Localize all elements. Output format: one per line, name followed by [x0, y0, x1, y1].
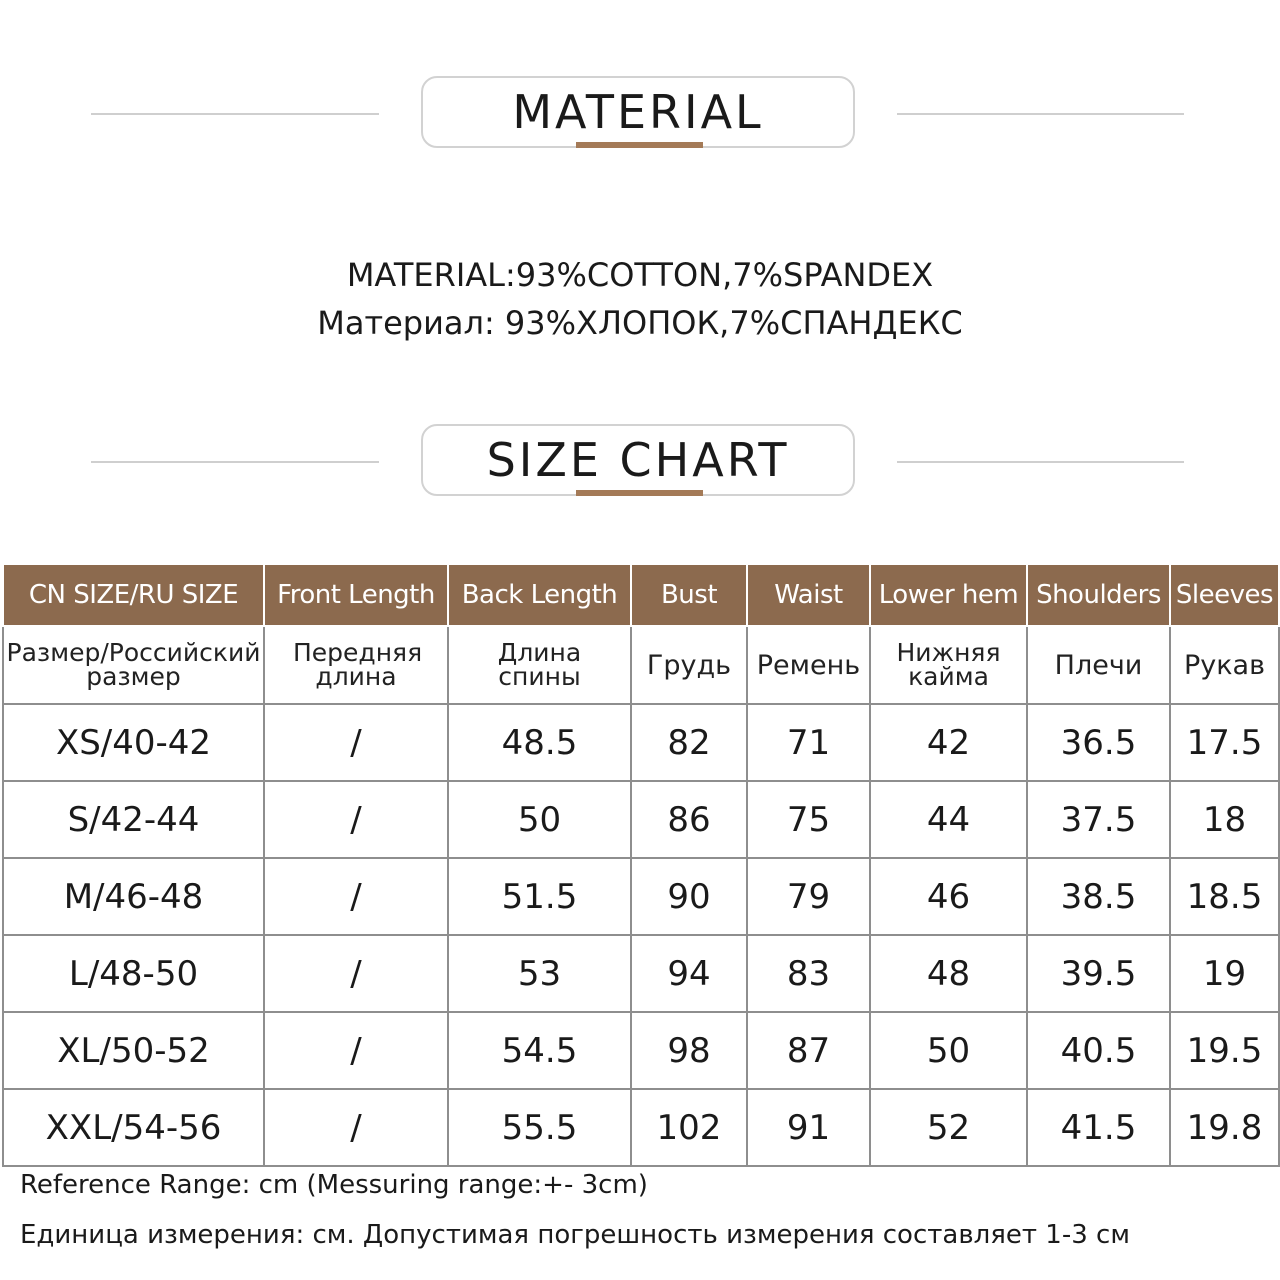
waist-cell: 83	[747, 935, 870, 1012]
header-cn-size: CN SIZE/RU SIZE	[3, 564, 264, 626]
header-sleeves: Sleeves	[1170, 564, 1279, 626]
header-row-ru	[3, 626, 1279, 704]
lower-hem-cell: 48	[870, 935, 1027, 1012]
bust-cell: 94	[631, 935, 747, 1012]
left-divider	[91, 113, 379, 115]
reference-range-note-ru: Единица измерения: см. Допустимая погрешность измерения составляет 1-3 см	[20, 1220, 1130, 1250]
lower-hem-cell: 44	[870, 781, 1027, 858]
lower-hem-cell: 50	[870, 1012, 1027, 1089]
back-length-cell: 48.5	[448, 704, 631, 781]
bust-cell: 90	[631, 858, 747, 935]
bust-cell: 86	[631, 781, 747, 858]
sleeves-cell: 19	[1170, 935, 1279, 1012]
shoulders-cell: 40.5	[1027, 1012, 1170, 1089]
header-waist: Waist	[747, 564, 870, 626]
size-cell: XL/50-52	[3, 1012, 264, 1089]
back-length-cell: 53	[448, 935, 631, 1012]
front-length-cell: /	[264, 935, 448, 1012]
table-row	[3, 1012, 1279, 1089]
title-underline-accent	[576, 142, 703, 148]
shoulders-cell: 39.5	[1027, 935, 1170, 1012]
left-divider	[91, 461, 379, 463]
sleeves-cell: 18.5	[1170, 858, 1279, 935]
header-ru-back-length: Длина спины	[448, 626, 631, 704]
bust-cell: 82	[631, 704, 747, 781]
bust-cell: 98	[631, 1012, 747, 1089]
header-ru-lower-hem: Нижняя кайма	[870, 626, 1027, 704]
header-lower-hem: Lower hem	[870, 564, 1027, 626]
waist-cell: 79	[747, 858, 870, 935]
right-divider	[897, 461, 1184, 463]
size-chart-table	[2, 563, 1280, 1167]
header-ru-front-length: Передняя длина	[264, 626, 448, 704]
front-length-cell: /	[264, 704, 448, 781]
waist-cell: 75	[747, 781, 870, 858]
header-ru-bust: Грудь	[631, 626, 747, 704]
shoulders-cell: 37.5	[1027, 781, 1170, 858]
material-composition-ru: Материал: 93%ХЛОПОК,7%СПАНДЕКС	[317, 304, 963, 342]
front-length-cell: /	[264, 1012, 448, 1089]
shoulders-cell: 38.5	[1027, 858, 1170, 935]
lower-hem-cell: 46	[870, 858, 1027, 935]
front-length-cell: /	[264, 781, 448, 858]
back-length-cell: 50	[448, 781, 631, 858]
header-row-en	[3, 564, 1279, 626]
lower-hem-cell: 52	[870, 1089, 1027, 1166]
sleeves-cell: 19.5	[1170, 1012, 1279, 1089]
material-section-header	[0, 76, 1280, 156]
sleeves-cell: 17.5	[1170, 704, 1279, 781]
size-cell: XXL/54-56	[3, 1089, 264, 1166]
waist-cell: 87	[747, 1012, 870, 1089]
size-chart-title: SIZE CHART	[421, 424, 855, 496]
shoulders-cell: 36.5	[1027, 704, 1170, 781]
waist-cell: 91	[747, 1089, 870, 1166]
lower-hem-cell: 42	[870, 704, 1027, 781]
title-underline-accent	[576, 490, 703, 496]
material-composition-en: MATERIAL:93%COTTON,7%SPANDEX	[346, 256, 934, 294]
sleeves-cell: 18	[1170, 781, 1279, 858]
header-ru-waist: Ремень	[747, 626, 870, 704]
size-chart-section-header	[0, 424, 1280, 504]
back-length-cell: 51.5	[448, 858, 631, 935]
front-length-cell: /	[264, 1089, 448, 1166]
table-row	[3, 858, 1279, 935]
header-ru-shoulders: Плечи	[1027, 626, 1170, 704]
size-cell: M/46-48	[3, 858, 264, 935]
header-ru-size: Размер/Российский размер	[3, 626, 264, 704]
header-front-length: Front Length	[264, 564, 448, 626]
waist-cell: 71	[747, 704, 870, 781]
size-cell: XS/40-42	[3, 704, 264, 781]
table-row	[3, 704, 1279, 781]
table-row	[3, 781, 1279, 858]
size-cell: S/42-44	[3, 781, 264, 858]
header-shoulders: Shoulders	[1027, 564, 1170, 626]
table-row	[3, 1089, 1279, 1166]
shoulders-cell: 41.5	[1027, 1089, 1170, 1166]
back-length-cell: 55.5	[448, 1089, 631, 1166]
header-bust: Bust	[631, 564, 747, 626]
right-divider	[897, 113, 1184, 115]
front-length-cell: /	[264, 858, 448, 935]
back-length-cell: 54.5	[448, 1012, 631, 1089]
material-title: MATERIAL	[421, 76, 855, 148]
bust-cell: 102	[631, 1089, 747, 1166]
table-row	[3, 935, 1279, 1012]
header-back-length: Back Length	[448, 564, 631, 626]
sleeves-cell: 19.8	[1170, 1089, 1279, 1166]
reference-range-note-en: Reference Range: cm (Messuring range:+- 3cm)	[20, 1170, 648, 1200]
size-cell: L/48-50	[3, 935, 264, 1012]
header-ru-sleeves: Рукав	[1170, 626, 1279, 704]
